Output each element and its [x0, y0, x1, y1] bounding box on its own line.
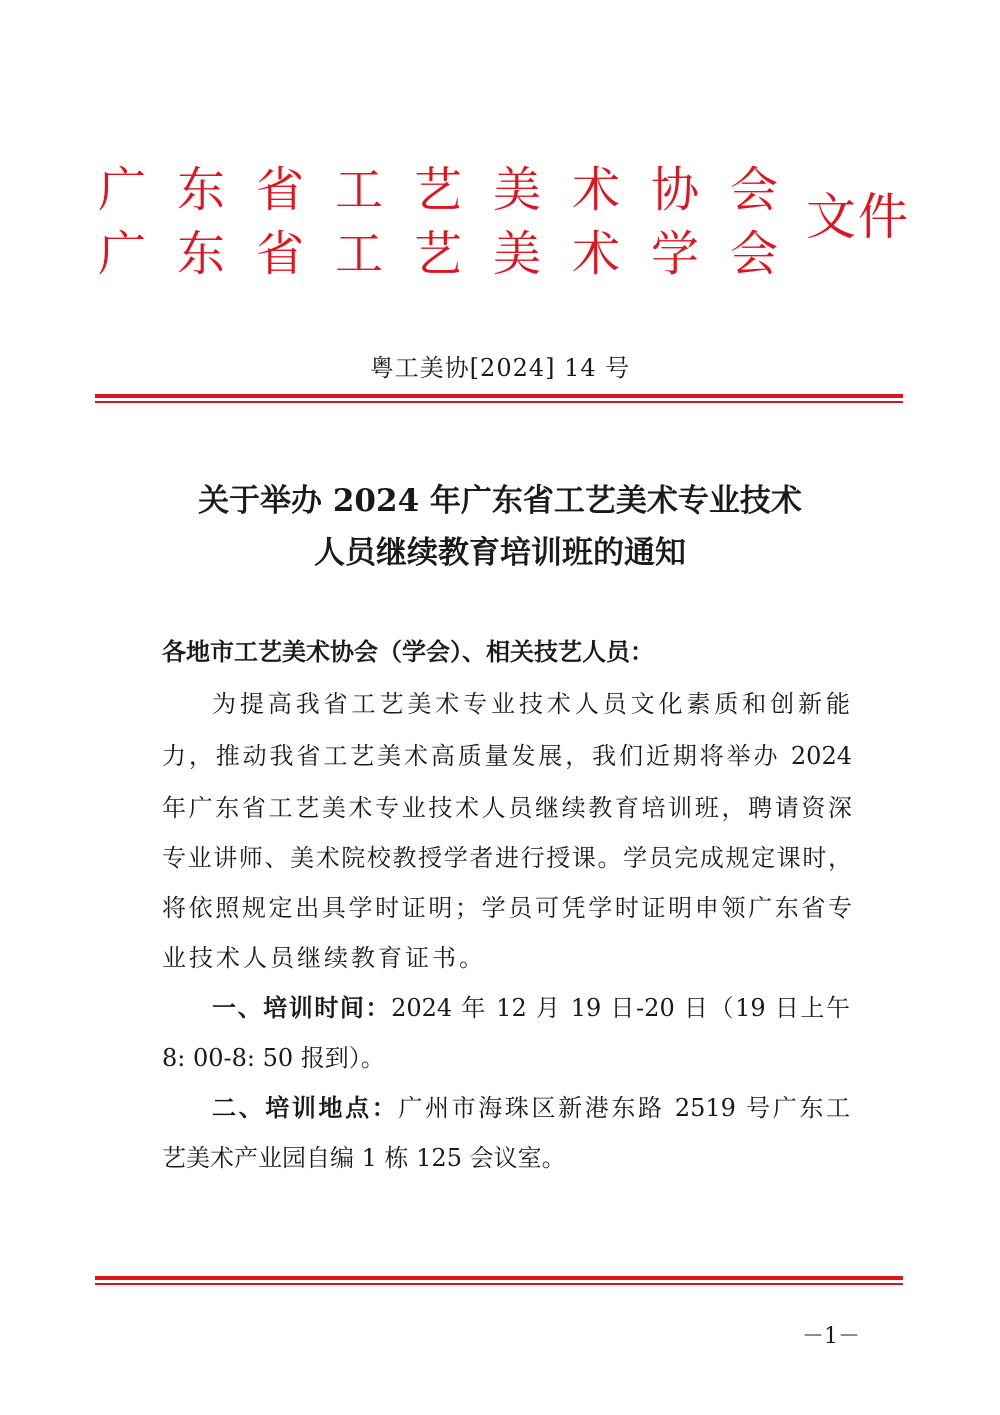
document-number: 粤工美协[2024] 14 号 [369, 354, 631, 382]
section-2-text-1: 广州市海珠区新港东路 2519 号广东工 [398, 1094, 851, 1122]
footer-red-rule-thin [95, 1283, 903, 1285]
section-2-line-2: 艺美术产业园自编 1 栋 125 会议室。 [162, 1144, 566, 1172]
salutation: 各地市工艺美术协会（学会）、相关技艺人员： [162, 637, 654, 666]
section-1-line-1 [212, 993, 851, 1022]
paragraph-1-line-5: 将依照规定出具学时证明；学员可凭学时证明申领广东省专 [162, 894, 852, 922]
header-red-rule-thin [95, 401, 903, 403]
issuer-org-line-2: 广东省工艺美术学会 [98, 226, 810, 282]
notice-title-line-1: 关于举办 2024 年广东省工艺美术专业技术 [198, 483, 802, 519]
issuer-org-line-1: 广东省工艺美术协会 [98, 162, 810, 218]
page-number: －1－ [802, 1324, 860, 1349]
paragraph-1-line-4: 专业讲师、美术院校教授学者进行授课。学员完成规定课时， [162, 844, 852, 872]
header-red-rule-thick [95, 394, 903, 398]
paragraph-1-line-6: 业技术人员继续教育证书。 [162, 944, 486, 972]
section-2-heading: 二、培训地点： [212, 1093, 399, 1122]
section-2-line-1 [212, 1093, 851, 1122]
section-1-line-2: 8: 00-8: 50 报到）。 [162, 1044, 385, 1072]
paragraph-1-line-2: 力，推动我省工艺美术高质量发展，我们近期将举办 2024 [162, 742, 852, 770]
footer-red-rule-thick [95, 1276, 903, 1280]
paragraph-1-line-1: 为提高我省工艺美术专业技术人员文化素质和创新能 [212, 690, 850, 718]
notice-title-line-2: 人员继续教育培训班的通知 [314, 535, 686, 571]
paragraph-1-line-3: 年广东省工艺美术专业技术人员继续教育培训班，聘请资深 [162, 794, 852, 822]
section-1-text-1: 2024 年 12 月 19 日-20 日（19 日上午 [391, 994, 851, 1022]
issuer-header-suffix: 文件 [806, 188, 910, 246]
section-1-heading: 一、培训时间： [212, 993, 392, 1022]
